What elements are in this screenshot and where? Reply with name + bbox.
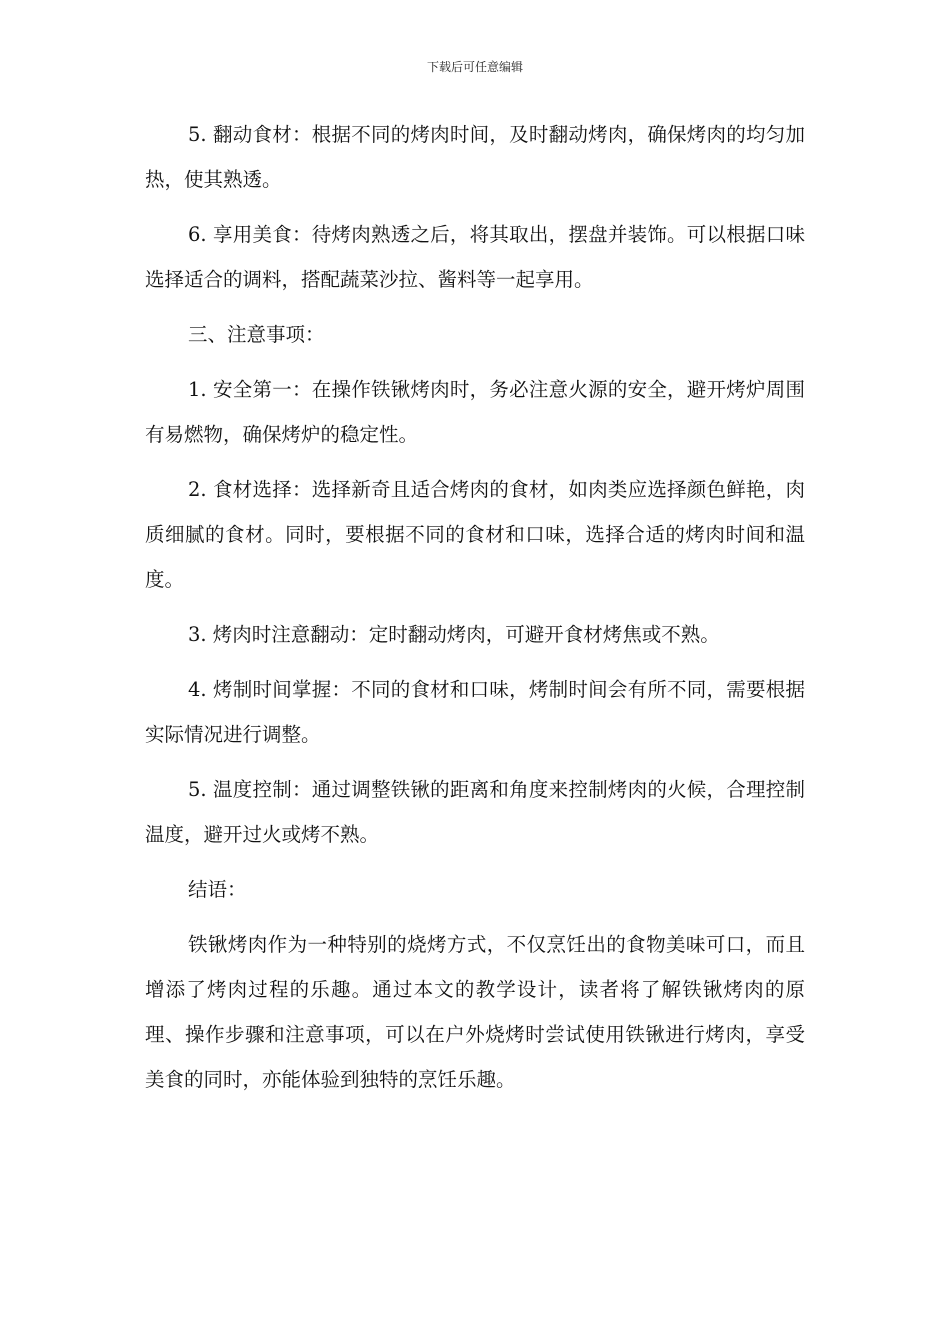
step-6-enjoy-food: 6. 享用美食：待烤肉熟透之后，将其取出，摆盘并装饰。可以根据口味选择适合的调料，搭配蔬菜沙拉、酱料等一起享用。 bbox=[145, 223, 805, 291]
document-body bbox=[145, 112, 805, 1112]
step-5-flip-ingredients: 5. 翻动食材：根据不同的烤肉时间，及时翻动烤肉，确保烤肉的均匀加热，使其熟透。 bbox=[145, 123, 805, 191]
note-2-ingredient-choice: 2. 食材选择：选择新奇且适合烤肉的食材，如肉类应选择颜色鲜艳，肉质细腻的食材。同时，要根据不同的食材和口味，选择合适的烤肉时间和温度。 bbox=[145, 478, 805, 591]
note-4-grill-time: 4. 烤制时间掌握：不同的食材和口味，烤制时间会有所不同，需要根据实际情况进行调整。 bbox=[145, 678, 805, 746]
conclusion-paragraph: 铁锹烤肉作为一种特别的烧烤方式，不仅烹饪出的食物美味可口，而且增添了烤肉过程的乐趣。通过本文的教学设计，读者将了解铁锹烤肉的原理、操作步骤和注意事项，可以在户外烧烤时尝试使用铁锹进行烤肉，享受美食的同时，亦能体验到独特的烹饪乐趣。 bbox=[145, 933, 805, 1091]
note-3-flip-while-grilling: 3. 烤肉时注意翻动：定时翻动烤肉，可避开食材烤焦或不熟。 bbox=[188, 623, 720, 646]
conclusion-heading: 结语： bbox=[188, 878, 247, 901]
section-heading-notes: 三、注意事项： bbox=[188, 323, 325, 346]
note-5-temperature-control: 5. 温度控制：通过调整铁锹的距离和角度来控制烤肉的火候，合理控制温度，避开过火或烤不熟。 bbox=[145, 778, 805, 846]
page-header: 下载后可任意编辑 bbox=[426, 60, 523, 74]
note-1-safety: 1. 安全第一：在操作铁锹烤肉时，务必注意火源的安全，避开烤炉周围有易燃物，确保烤炉的稳定性。 bbox=[145, 378, 805, 446]
